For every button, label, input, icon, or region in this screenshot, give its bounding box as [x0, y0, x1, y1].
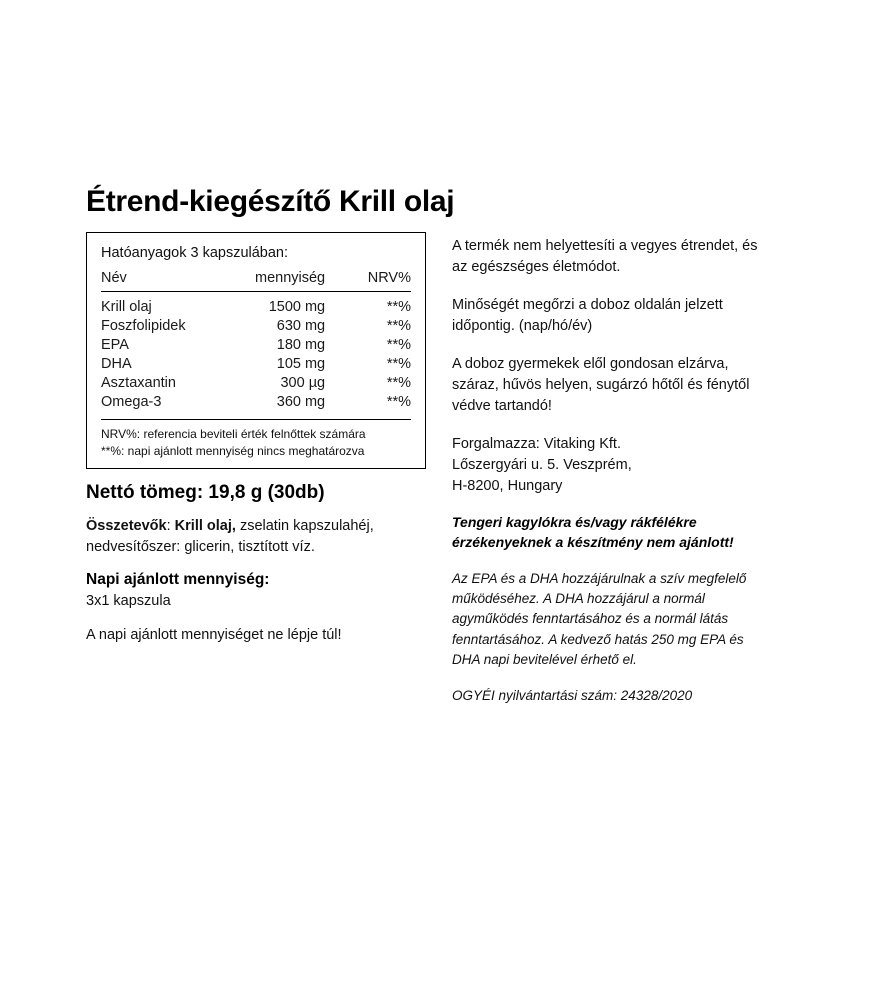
nutrition-table	[101, 270, 411, 412]
cell-name: Foszfolipidek	[101, 318, 186, 334]
nutrition-caption: Hatóanyagok 3 kapszulában:	[101, 245, 289, 261]
table-row	[101, 336, 411, 355]
content-columns	[86, 232, 786, 703]
table-row	[101, 355, 411, 374]
cell-amount: 300 µg	[280, 375, 326, 391]
table-row	[101, 393, 411, 412]
ingredients-paragraph	[86, 516, 426, 558]
daily-dose-value: 3x1 kapszula	[86, 593, 171, 610]
cell-nrv: **%	[386, 356, 411, 372]
table-divider	[101, 419, 411, 420]
distributor-block	[452, 434, 762, 497]
cell-nrv: **%	[386, 299, 411, 315]
cell-name: Omega-3	[101, 394, 162, 410]
cell-amount: 360 mg	[276, 394, 326, 410]
table-row	[101, 317, 411, 336]
cell-amount: 180 mg	[276, 337, 326, 353]
table-header	[101, 270, 411, 292]
health-claim: Az EPA és a DHA hozzájárulnak a szív megfelelő működéséhez. A DHA hozzájárul a normál agyműködés fenntartásához és a normál látás fenntartásához. A kedvező hatás 250 mg EPA és DHA napi bevitelével érhető el.	[452, 570, 747, 667]
column-header-name: Név	[101, 270, 218, 292]
table-header-row	[101, 270, 411, 292]
page-title: Étrend-kiegészítő Krill olaj	[86, 185, 455, 218]
cell-nrv: **%	[386, 337, 411, 353]
nutrition-footnote-nrv: NRV%: referencia beviteli érték felnőttek számára	[101, 426, 366, 441]
cell-amount: 105 mg	[276, 356, 326, 372]
net-weight: Nettó tömeg: 19,8 g (30db)	[86, 482, 325, 504]
cell-name: DHA	[101, 356, 132, 372]
nutrition-footnote-asterisk: **%: napi ajánlott mennyiség nincs meghatározva	[101, 443, 365, 458]
cell-nrv: **%	[386, 318, 411, 334]
right-column	[452, 232, 762, 703]
cell-name: Krill olaj	[101, 299, 152, 315]
table-row	[101, 374, 411, 393]
cell-nrv: **%	[386, 394, 411, 410]
ingredients-rest: zselatin kapszulahéj, nedvesítőszer: glicerin, tisztított víz.	[86, 518, 374, 556]
cell-amount: 1500 mg	[268, 299, 326, 315]
cell-name: EPA	[101, 337, 129, 353]
storage-note: A doboz gyermekek elől gondosan elzárva, száraz, hűvös helyen, sugárzó hőtől és fénytől védve tartandó!	[452, 356, 750, 415]
cell-amount: 630 mg	[276, 318, 326, 334]
cell-nrv: **%	[386, 375, 411, 391]
left-column	[86, 232, 426, 659]
allergy-warning: Tengeri kagylókra és/vagy rákfélékre érzékenyeknek a készítmény nem ajánlott!	[452, 514, 734, 551]
nutrition-table-box	[86, 232, 426, 469]
column-header-amount: mennyiség	[218, 270, 351, 292]
ingredients-main: Krill olaj,	[174, 518, 236, 535]
daily-dose-heading: Napi ajánlott mennyiség:	[86, 571, 270, 589]
table-body	[101, 292, 411, 412]
registration-number: OGYÉI nyilvántartási szám: 24328/2020	[452, 688, 693, 703]
best-before-note: Minőségét megőrzi a doboz oldalán jelzett időpontig. (nap/hó/év)	[452, 297, 723, 335]
ingredients-label: Összetevők	[86, 518, 167, 535]
table-row	[101, 292, 411, 317]
distributor-line-3: H-8200, Hungary	[452, 478, 563, 495]
label-page	[86, 185, 786, 703]
supplement-disclaimer: A termék nem helyettesíti a vegyes étrendet, és az egészséges életmódot.	[452, 238, 758, 276]
column-header-nrv: NRV%	[351, 270, 411, 292]
ingredients-colon: :	[166, 518, 175, 535]
distributor-line-2: Lőszergyári u. 5. Veszprém,	[452, 457, 632, 474]
distributor-line-1: Forgalmazza: Vitaking Kft.	[452, 436, 621, 453]
cell-name: Asztaxantin	[101, 375, 176, 391]
dose-warning: A napi ajánlott mennyiséget ne lépje túl!	[86, 627, 342, 644]
